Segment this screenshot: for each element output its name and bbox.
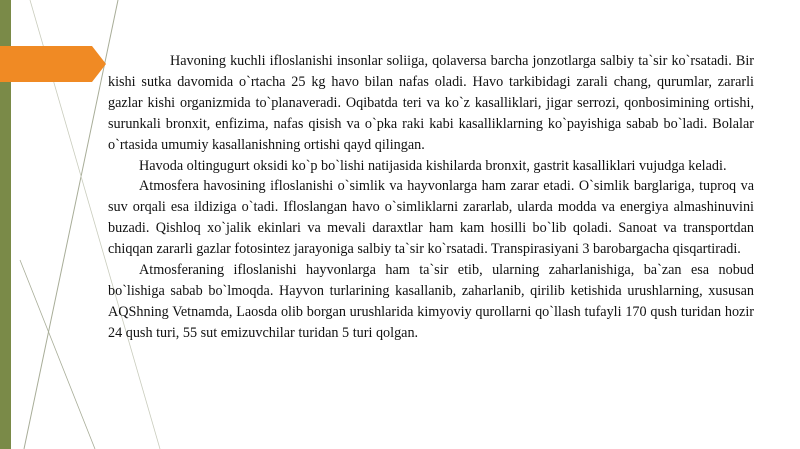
paragraph-3: Atmosfera havosining ifloslanishi o`simlik va hayvonlarga ham zarar etadi. O`simlik barglariga, tuproq va suv orqali esa ildiziga o`tadi. Ifloslangan havo o`simliklarni zararlab, ularda modda va energiya almashinuvini buzadi. Qishloq xo`jalik ekinlari va mevali daraxtlar ham kam hosilli bo`lib qoladi. Sanoat va transportdan chiqqan zararli gazlar fotosintez jarayoniga salbiy ta`sir ko`rsatadi. Transpirasiyani 3 barobargacha qisqartiradi. (108, 178, 754, 258)
orange-arrow-icon (0, 46, 106, 82)
paragraph-4: Atmosferaning ifloslanishi hayvonlarga ham ta`sir etib, ularning zaharlanishiga, ba`zan esa nobud bo`lishiga sabab bo`lmoqda. Hayvon turlarining kasallanib, zaharlanib, qirilib ketishida urushlarning, xususan AQShning Vetnamda, Laosda olib borgan urushlarida kimyoviy qurollarni qo`llash tufayli 170 qush turidan hozir 24 qush turi, 55 sut emizuvchilar turidan 5 turi qolgan. (108, 262, 754, 341)
paragraph-2: Havoda oltingugurt oksidi ko`p bo`lishi natijasida kishilarda bronxit, gastrit kasalliklari vujudga keladi. (139, 157, 727, 174)
paragraph-1: Havoning kuchli ifloslanishi insonlar soliiga, qolaversa barcha jonzotlarga salbiy ta`sir ko`rsatadi. Bir kishi sutka davomida o`rtacha 25 kg havo bilan nafas oladi. Havo tarkibidagi zarali chang, qurumlar, zararli gazlar kishi organizmida to`planaveradi. Oqibatda teri va ko`z kasalliklari, jigar serrozi, qonbosimining ortishi, surunkali bronxit, enfizima, nafas qisish va o`pka raki kabi kasalliklarning ko`payishiga sabab bo`ladi. Bolalar o`rtasida umumiy kasallanishning ortishi qayd qilingan. (108, 53, 754, 153)
body-text (108, 51, 754, 344)
